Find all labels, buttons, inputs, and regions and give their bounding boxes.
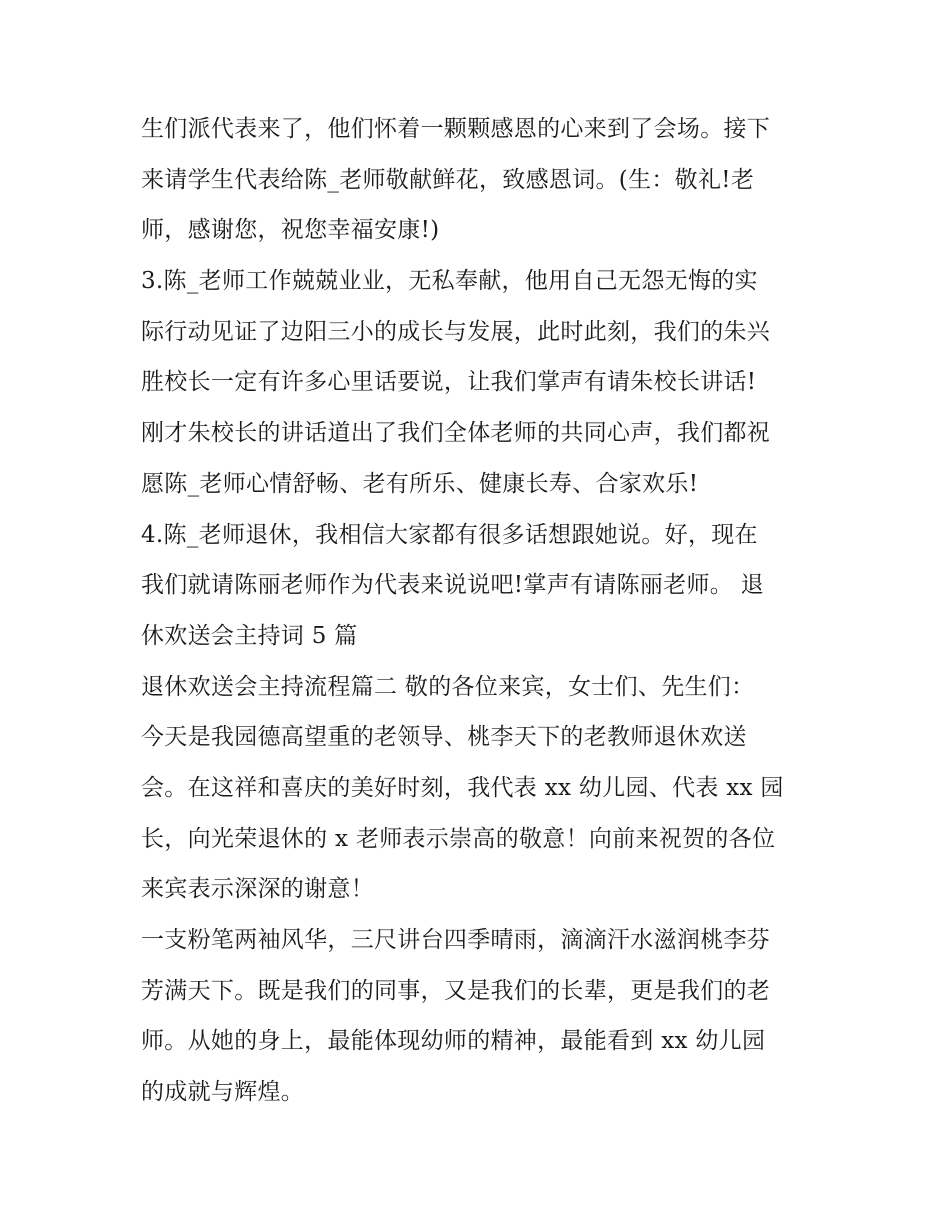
text-line: 师。从她的身上，最能体现幼师的精神，最能看到 xx 幼儿园: [141, 1028, 766, 1055]
text-line: 的成就与辉煌。: [141, 1079, 305, 1106]
text-line: 来请学生代表给陈_老师敬献鲜花，致感恩词。(生：敬礼!老: [141, 166, 755, 193]
text-line: 刚才朱校长的讲话道出了我们全体老师的共同心声，我们都祝: [141, 420, 771, 447]
text-line: 3.陈_老师工作兢兢业业，无私奉献，他用自己无怨无悔的实: [141, 268, 758, 295]
text-line: 师，感谢您，祝您幸福安康!): [141, 217, 440, 244]
text-line: 胜校长一定有许多心里话要说，让我们掌声有请朱校长讲话!: [141, 369, 757, 396]
text-line: 4.陈_老师退休，我相信大家都有很多话想跟她说。好，现在: [141, 521, 758, 548]
text-line: 长，向光荣退休的 x 老师表示崇高的敬意！向前来祝贺的各位: [141, 825, 776, 852]
text-line: 芳满天下。既是我们的同事，又是我们的长辈，更是我们的老: [141, 977, 771, 1004]
text-line: 际行动见证了边阳三小的成长与发展，此时此刻，我们的朱兴: [141, 318, 771, 345]
text-line: 退休欢送会主持流程篇二 敬的各位来宾，女士们、先生们：: [141, 673, 755, 700]
document-body: [141, 104, 821, 1118]
text-line: 休欢送会主持词 5 篇: [141, 622, 358, 649]
text-line: 会。在这祥和喜庆的美好时刻，我代表 xx 幼儿园、代表 xx 园: [141, 774, 784, 801]
text-line: 一支粉笔两袖风华，三尺讲台四季晴雨，滴滴汗水滋润桃李芬: [141, 927, 771, 953]
text-line: 愿陈_老师心情舒畅、老有所乐、健康长寿、合家欢乐!: [141, 470, 699, 497]
text-line: 今天是我园德高望重的老领导、桃李天下的老教师退休欢送: [141, 724, 747, 751]
text-line: 生们派代表来了，他们怀着一颗颗感恩的心来到了会场。接下: [141, 116, 771, 142]
text-line: 我们就请陈丽老师作为代表来说说吧!掌声有请陈丽老师。 退: [141, 572, 764, 599]
text-line: 来宾表示深深的谢意！: [141, 876, 374, 903]
